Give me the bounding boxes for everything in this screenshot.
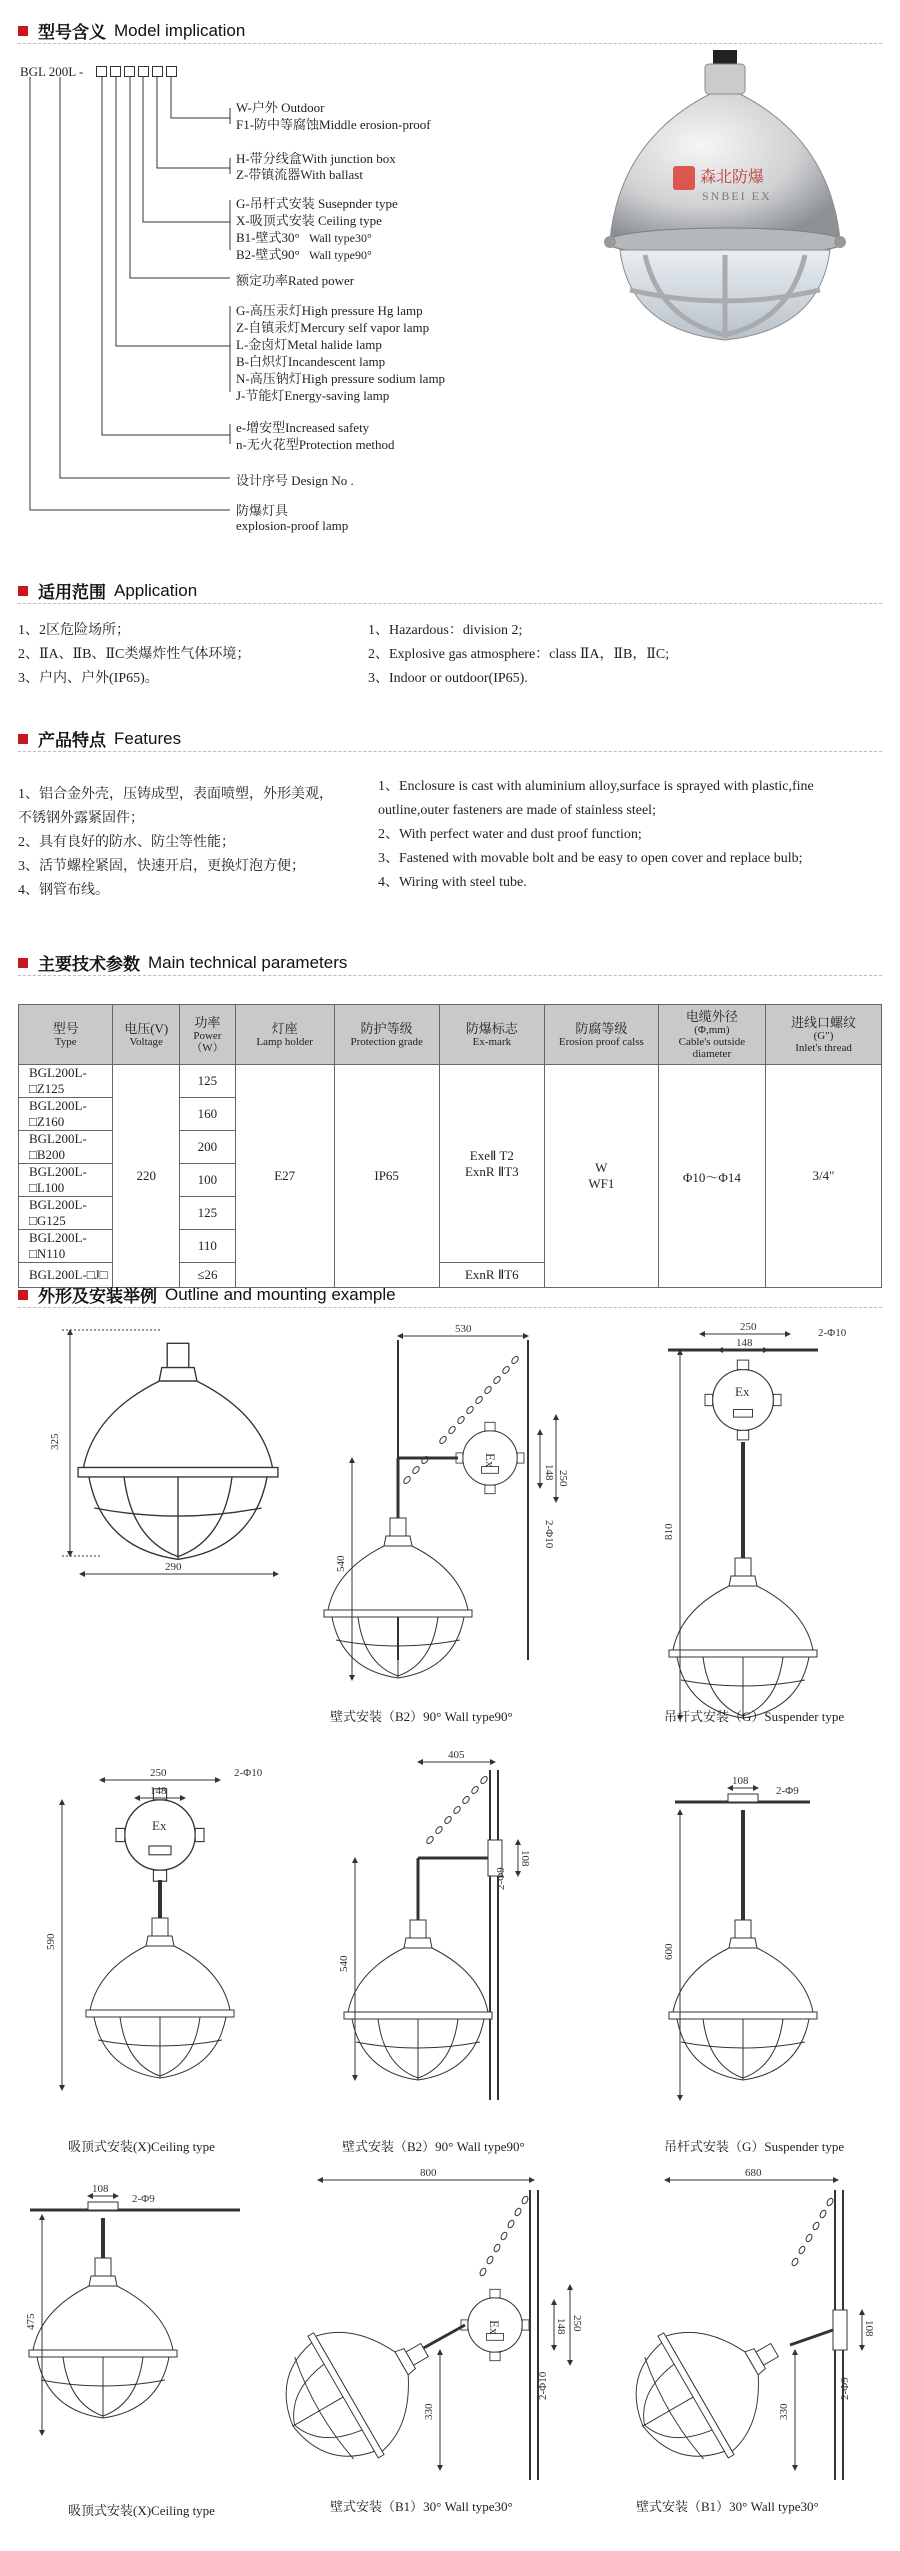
th-zh: 防爆标志: [465, 1021, 518, 1036]
dim-height: 810: [663, 1523, 675, 1540]
section-divider: [18, 975, 882, 976]
section-title-zh: 型号含义: [38, 23, 106, 42]
cell-type: BGL200L-□J□: [19, 1263, 113, 1288]
caption-suspender-a: 吊杆式安装（G）Suspender type: [664, 1709, 845, 1724]
model-label-junction: H-带分线盒With junction box: [236, 151, 396, 166]
dim-a: 148: [543, 1464, 555, 1481]
logo-text-en: SNBEI EX: [702, 189, 772, 203]
th-erosion: [544, 1005, 658, 1065]
th-protection: [334, 1005, 439, 1065]
model-label-design-no: 设计序号 Design No .: [236, 473, 354, 488]
dim-height: 540: [335, 1555, 347, 1572]
model-label-b2: [236, 244, 372, 263]
model-label-sodium: N-高压钠灯High pressure sodium lamp: [236, 371, 446, 386]
drawing-8-wall-30: [258, 2167, 583, 2487]
logo-text-zh: 森北防爆: [700, 169, 765, 186]
section-title-features: [18, 726, 181, 751]
th-thread: [766, 1005, 882, 1065]
drawing-9-wall-30: [608, 2167, 875, 2487]
caption-wall-90-b: 壁式安装（B2）90° Wall type90°: [342, 2139, 525, 2154]
th-en2: Inlet's thread: [795, 1042, 852, 1054]
caption-ceiling-b: 吸顶式安装(X)Ceiling type: [68, 2503, 215, 2518]
model-label-incandescent: B-白炽灯Incandescent lamp: [236, 354, 386, 369]
dim-b: 250: [557, 1470, 569, 1487]
th-en: Ex-mark: [472, 1036, 512, 1048]
section-divider: [18, 603, 882, 604]
dim-w1: 250: [150, 1767, 167, 1779]
th-cable: [658, 1005, 765, 1065]
application-zh-3: 3、户内、户外(IP65)。: [18, 671, 159, 686]
drawing-5-wall-90: [338, 1749, 531, 2100]
section-title-en: Application: [114, 580, 198, 600]
dim-a: 108: [519, 1850, 531, 1867]
feature-zh-1: 1、铝合金外壳，压铸成型，表面喷塑，外形美观，: [18, 787, 333, 802]
cell-exmark: [439, 1065, 544, 1263]
model-prefix: BGL 200L -: [20, 64, 84, 79]
section-title-outline: [18, 1282, 396, 1307]
caption-wall-90-a: 壁式安装（B2）90° Wall type90°: [330, 1709, 513, 1724]
caption-suspender-b: 吊杆式安装（G）Suspender type: [664, 2139, 845, 2154]
dim-height: 475: [25, 2313, 37, 2330]
th-type: [19, 1005, 113, 1065]
th-zh: 电压(V): [124, 1021, 169, 1036]
section-marker: [18, 1290, 28, 1300]
caption-wall-30-a: 壁式安装（B1）30° Wall type30°: [330, 2499, 513, 2514]
th-en2: Cable's outside diameter: [678, 1036, 746, 1060]
cell-cable: Φ10～Φ14: [658, 1065, 765, 1288]
section-title-application: [18, 578, 197, 603]
cell-exmark: ExnR ⅡT6: [439, 1263, 544, 1288]
ex-mark: Ex: [152, 1818, 167, 1833]
dim-height: 540: [338, 1955, 350, 1972]
outline-drawings: [0, 1310, 900, 2551]
section-title-zh: 主要技术参数: [38, 955, 140, 974]
model-label-b2-zh: B2-壁式90°: [236, 247, 300, 262]
cell-type: BGL200L-□B200: [19, 1131, 113, 1164]
section-marker: [18, 586, 28, 596]
feature-en-1: 1、Enclosure is cast with aluminium alloy,surface is sprayed with plastic,fine: [378, 779, 814, 794]
model-label-b2-en: Wall type90°: [308, 248, 372, 262]
cell-type: BGL200L-□Z160: [19, 1098, 113, 1131]
drawing-1-lamp: [49, 1330, 278, 1574]
model-label-ceiling: X-吸顶式安装 Ceiling type: [236, 213, 382, 228]
application-en-1: 1、Hazardous：division 2;: [368, 623, 523, 638]
dim-width: 405: [448, 1749, 465, 1761]
model-label-rated: 额定功率Rated power: [236, 273, 355, 288]
drawing-6-suspender: [663, 1775, 817, 2100]
th-exmark: [439, 1005, 544, 1065]
table-row: [19, 1065, 882, 1098]
drawing-3-suspender: [663, 1321, 847, 1720]
dim-w2: 148: [150, 1785, 167, 1797]
application-en-2: 2、Explosive gas atmosphere：class ⅡA，ⅡB，ⅡC;: [368, 647, 670, 662]
th-voltage: [113, 1005, 180, 1065]
th-en2: （W）: [191, 1042, 224, 1054]
section-marker: [18, 734, 28, 744]
table-header-row: [19, 1005, 882, 1065]
dim-hole: 2-Φ10: [234, 1767, 263, 1779]
cell-voltage: 220: [113, 1065, 180, 1288]
section-title-zh: 产品特点: [38, 731, 106, 750]
dim-a: 148: [555, 2318, 567, 2335]
section-title-technical: [18, 950, 347, 975]
dim-hole: 2-Φ9: [132, 2193, 155, 2205]
model-label-ballast: Z-带镇流器With ballast: [236, 167, 363, 182]
th-holder: [235, 1005, 334, 1065]
dim-height: 330: [778, 2403, 790, 2420]
model-label-outdoor: W-户外 Outdoor: [236, 100, 325, 115]
th-en: (G"): [813, 1030, 834, 1042]
section-title-en: Outline and mounting example: [165, 1284, 396, 1304]
th-power: [180, 1005, 236, 1065]
application-zh-1: 1、2区危险场所；: [18, 623, 130, 638]
th-en: Erosion proof calss: [558, 1036, 644, 1048]
application-en-3: 3、Indoor or outdoor(IP65).: [368, 671, 528, 686]
cell-power: 110: [180, 1230, 236, 1263]
ex-mark: Ex: [735, 1384, 750, 1399]
dim-hole: 2-Φ10: [537, 2371, 549, 2400]
model-label-b1-en: Wall type30°: [308, 231, 372, 245]
section-title-zh: 外形及安装举例: [38, 1287, 157, 1306]
dim-hole: 2-Φ9: [776, 1785, 799, 1797]
cell-holder: E27: [235, 1065, 334, 1288]
dim-height: 590: [45, 1933, 57, 1950]
section-title-en: Model implication: [114, 20, 246, 40]
caption-wall-30-b: 壁式安装（B1）30° Wall type30°: [636, 2499, 819, 2514]
th-zh: 防腐等级: [575, 1021, 628, 1036]
model-label-erosion: F1-防中等腐蚀Middle erosion-proof: [236, 117, 431, 132]
application-zh-2: 2、ⅡA、ⅡB、ⅡC类爆炸性气体环境；: [18, 647, 251, 662]
model-label-b1-zh: B1-壁式30°: [236, 230, 300, 245]
cell-power: ≤26: [180, 1263, 236, 1288]
exmark-line-1: ExeⅡ T2: [469, 1147, 514, 1163]
cell-power: 160: [180, 1098, 236, 1131]
tech-params-table: [18, 1004, 882, 1288]
erosion-line-1: W: [595, 1160, 608, 1175]
dim-a: 108: [863, 2320, 875, 2337]
cell-erosion: [544, 1065, 658, 1288]
dim-a: 108: [92, 2183, 109, 2195]
dim-width: 680: [745, 2167, 762, 2179]
th-en: Type: [54, 1036, 77, 1048]
model-label-metal-halide: L-金卤灯Metal halide lamp: [236, 337, 382, 352]
cell-type: BGL200L-□N110: [19, 1230, 113, 1263]
feature-zh-4: 4、钢管布线。: [18, 883, 109, 898]
feature-en-4: 4、Wiring with steel tube.: [378, 875, 527, 890]
dim-hole: 2-Φ9: [839, 2377, 851, 2400]
th-zh: 功率: [194, 1015, 221, 1030]
th-en: Protection grade: [350, 1036, 423, 1048]
dim-height: 600: [663, 1943, 675, 1960]
dim-hole: 2-Φ10: [543, 1520, 555, 1549]
th-zh: 防护等级: [360, 1021, 413, 1036]
logo-icon: [673, 166, 695, 190]
section-divider: [18, 751, 882, 752]
model-label-mercury: Z-自镇汞灯Mercury self vapor lamp: [236, 320, 430, 335]
cell-power: 100: [180, 1164, 236, 1197]
feature-en-3: 3、Fastened with movable bolt and be easy to open cover and replace bulb;: [378, 851, 803, 866]
dim-width: 530: [455, 1323, 472, 1335]
product-photo: [590, 50, 860, 360]
section-divider: [18, 1307, 882, 1308]
drawing-7-ceiling: [25, 2183, 240, 2435]
model-label-energy-saving: J-节能灯Energy-saving lamp: [236, 388, 390, 403]
section-title-en: Features: [114, 728, 182, 748]
feature-zh-3: 3、活节螺栓紧固，快速开启，更换灯泡方便；: [18, 859, 305, 874]
ex-mark: Ex: [483, 1453, 498, 1468]
cell-type: BGL200L-□Z125: [19, 1065, 113, 1098]
model-label-hg: G-高压汞灯High pressure Hg lamp: [236, 303, 423, 318]
model-label-suspender: G-吊杆式安装 Susepnder type: [236, 196, 398, 211]
model-label-protection: n-无火花型Protection method: [236, 437, 395, 452]
dim-w2: 148: [736, 1337, 753, 1349]
cell-type: BGL200L-□L100: [19, 1164, 113, 1197]
feature-en-2: 2、With perfect water and dust proof function;: [378, 827, 642, 842]
dim-w1: 250: [740, 1321, 757, 1333]
dim-b: 250: [571, 2315, 583, 2332]
caption-ceiling-a: 吸顶式安装(X)Ceiling type: [68, 2139, 215, 2154]
th-zh: 灯座: [271, 1021, 298, 1036]
feature-zh-1b: 不锈钢外露紧固件；: [18, 811, 144, 826]
th-en: Power: [193, 1030, 222, 1042]
dim-height: 330: [423, 2403, 435, 2420]
th-zh: 型号: [52, 1021, 79, 1036]
exmark-line-2: ExnR ⅡT3: [464, 1163, 519, 1179]
section-marker: [18, 958, 28, 968]
section-title-zh: 适用范围: [38, 583, 106, 602]
cell-power: 125: [180, 1197, 236, 1230]
ex-mark: Ex: [487, 2320, 502, 2335]
th-en: Voltage: [129, 1036, 163, 1048]
section-title-en: Main technical parameters: [148, 952, 348, 972]
cell-protection: IP65: [334, 1065, 439, 1288]
dim-hole: 2-Φ10: [818, 1327, 847, 1339]
th-en: (Φ,mm): [694, 1024, 730, 1036]
drawing-4-ceiling: [45, 1767, 263, 2090]
erosion-line-2: WF1: [588, 1176, 615, 1191]
dim-width: 290: [165, 1561, 182, 1573]
cell-power: 200: [180, 1131, 236, 1164]
dim-a: 108: [732, 1775, 749, 1787]
th-zh: 进线口螺纹: [791, 1015, 857, 1030]
th-zh: 电缆外径: [685, 1009, 738, 1024]
dim-hole: 2-Φ9: [495, 1867, 507, 1890]
dim-width: 800: [420, 2167, 437, 2179]
feature-zh-2: 2、具有良好的防水、防尘等性能；: [18, 835, 235, 850]
drawing-2-wall-90: [324, 1323, 569, 1680]
th-en: Lamp holder: [256, 1036, 313, 1048]
cell-power: 125: [180, 1065, 236, 1098]
model-label-lamp-zh: 防爆灯具: [236, 503, 289, 518]
model-label-lamp-en: explosion-proof lamp: [236, 518, 349, 533]
model-label-increased-safety: e-增安型Increased safety: [236, 420, 370, 435]
cell-type: BGL200L-□G125: [19, 1197, 113, 1230]
feature-en-1b: outline,outer fasteners are made of stainless steel;: [378, 803, 656, 818]
cell-thread: 3/4": [766, 1065, 882, 1288]
dim-height: 325: [49, 1433, 61, 1450]
